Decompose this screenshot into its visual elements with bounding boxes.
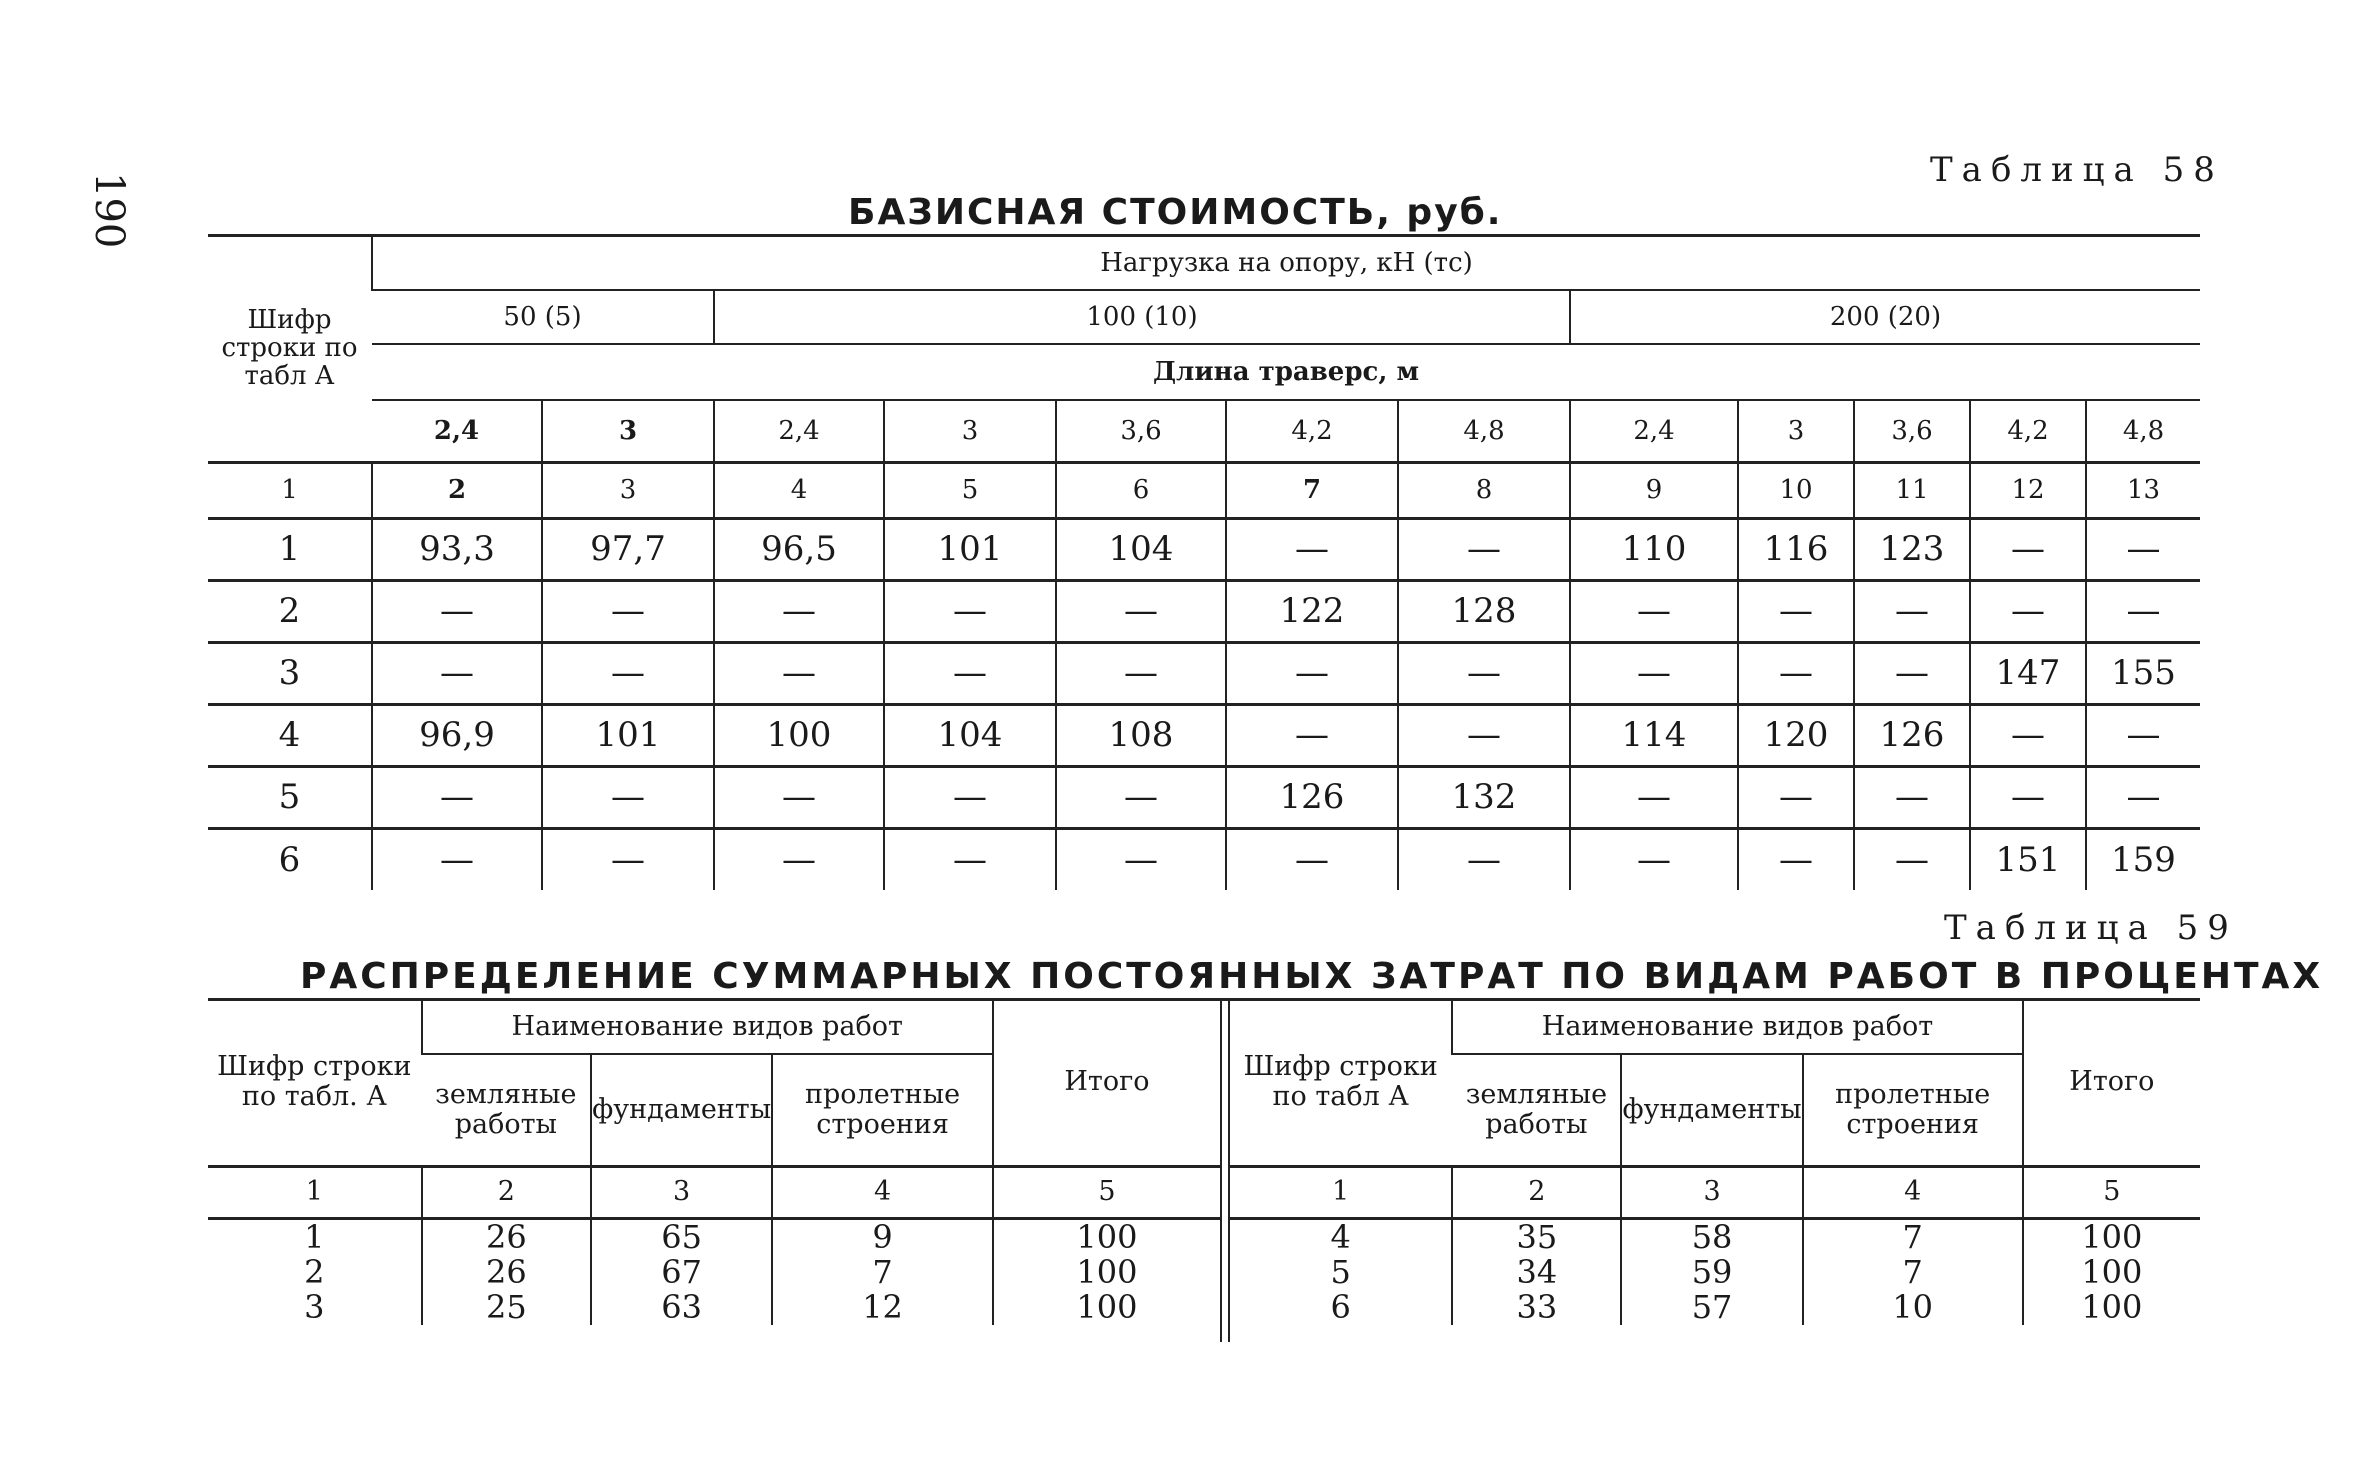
percent-cell: 25 — [422, 1290, 591, 1325]
row-code-cell: 3 — [208, 642, 372, 704]
cost-cell: 120 — [1738, 704, 1854, 766]
cost-cell: — — [1226, 642, 1398, 704]
col-number: 5 — [884, 462, 1056, 518]
table-row — [208, 642, 2200, 704]
load-group-100: 100 (10) — [714, 290, 1570, 344]
cost-cell: 108 — [1056, 704, 1226, 766]
col-number: 4 — [772, 1166, 993, 1218]
percent-cell: 63 — [591, 1290, 772, 1325]
load-group-50: 50 (5) — [372, 290, 714, 344]
row-code-cell: 6 — [278, 839, 301, 880]
row-code-header: Шифр строки по табл А — [1230, 1000, 1452, 1166]
col-number: 4 — [1803, 1166, 2023, 1218]
table-row — [208, 580, 2200, 642]
col-number: 1 — [208, 1166, 422, 1218]
cost-cell: 123 — [1854, 518, 1970, 580]
length-value: 3 — [884, 400, 1056, 462]
cost-cell: — — [1570, 642, 1738, 704]
table-row — [1230, 1218, 2200, 1255]
row-code-cell: 6 — [1330, 1287, 1351, 1326]
col-number: 4 — [714, 462, 884, 518]
cost-cell: — — [372, 580, 542, 642]
row-code-cell: 2 — [208, 580, 372, 642]
percent-cell: 100 — [2023, 1218, 2200, 1255]
row-code-header: Шифр строки по табл. А — [208, 1000, 422, 1166]
col-number: 9 — [1570, 462, 1738, 518]
load-group-200: 200 (20) — [1570, 290, 2200, 344]
table-58 — [208, 236, 2200, 890]
table-59-divider — [1220, 1000, 1230, 1342]
length-value: 3,6 — [1056, 400, 1226, 462]
cost-cell: 151 — [1970, 828, 2086, 890]
cost-cell: — — [1226, 704, 1398, 766]
table-row — [1230, 1255, 2200, 1290]
table-row — [1230, 1290, 2200, 1325]
cost-cell: — — [2086, 766, 2200, 828]
table-59-title: РАСПРЕДЕЛЕНИЕ СУММАРНЫХ ПОСТОЯННЫХ ЗАТРАТ ПО ВИДАМ РАБОТ В ПРОЦЕНТАХ — [300, 956, 2324, 997]
table-58-title: БАЗИСНАЯ СТОИМОСТЬ, руб. — [848, 192, 1503, 233]
cost-cell: — — [714, 580, 884, 642]
percent-cell: 67 — [591, 1255, 772, 1290]
row-code-cell: 4 — [1330, 1217, 1351, 1256]
cost-cell: — — [372, 642, 542, 704]
cost-cell: 104 — [884, 704, 1056, 766]
cost-cell: 132 — [1398, 766, 1570, 828]
cost-cell: 126 — [1854, 704, 1970, 766]
cost-cell: — — [714, 642, 884, 704]
percent-cell: 34 — [1452, 1255, 1621, 1290]
row-code-cell: 2 — [304, 1252, 325, 1291]
percent-cell: 58 — [1621, 1218, 1802, 1255]
percent-cell: 7 — [1803, 1255, 2023, 1290]
cost-cell: — — [1970, 518, 2086, 580]
col-number: 3 — [1621, 1166, 1802, 1218]
work-col-foundations: фундаменты — [1621, 1054, 1802, 1166]
table-row — [208, 1255, 1220, 1290]
cost-cell: 96,5 — [714, 518, 884, 580]
percent-cell: 7 — [772, 1255, 993, 1290]
cost-cell: — — [884, 766, 1056, 828]
cost-cell: — — [542, 642, 714, 704]
length-value: 2,4 — [372, 400, 542, 462]
cost-cell: — — [372, 766, 542, 828]
cost-cell: — — [542, 828, 714, 890]
percent-cell: 100 — [993, 1290, 1220, 1325]
work-col-spans: пролетные строения — [1803, 1054, 2023, 1166]
row-code-cell: 1 — [208, 518, 372, 580]
col-number: 12 — [1970, 462, 2086, 518]
cost-cell: — — [1738, 766, 1854, 828]
row-code-header: Шифр строки по табл А — [208, 236, 372, 462]
cost-cell: 116 — [1738, 518, 1854, 580]
percent-cell: 65 — [591, 1218, 772, 1255]
col-number: 2 — [422, 1166, 591, 1218]
cost-cell: 159 — [2086, 828, 2200, 890]
cost-cell: — — [1970, 580, 2086, 642]
total-header: Итого — [993, 1000, 1220, 1166]
cost-cell: — — [1056, 766, 1226, 828]
percent-cell: 33 — [1452, 1290, 1621, 1325]
col-number: 2 — [372, 462, 542, 518]
cost-cell: — — [1056, 580, 1226, 642]
table-58-label: Таблица 58 — [1930, 150, 2224, 190]
table-row — [208, 518, 2200, 580]
percent-cell: 100 — [2023, 1255, 2200, 1290]
percent-cell: 12 — [772, 1290, 993, 1325]
cost-cell: — — [1398, 642, 1570, 704]
cost-cell: — — [1056, 642, 1226, 704]
cost-cell: — — [1854, 766, 1970, 828]
cost-cell: — — [542, 580, 714, 642]
percent-cell: 26 — [422, 1255, 591, 1290]
cost-cell: 101 — [884, 518, 1056, 580]
row-code-cell: 1 — [304, 1217, 325, 1256]
row-code-cell: 4 — [208, 704, 372, 766]
length-value: 3,6 — [1854, 400, 1970, 462]
col-number: 7 — [1226, 462, 1398, 518]
cost-cell: — — [714, 828, 884, 890]
cost-cell: — — [1570, 580, 1738, 642]
cost-cell: 155 — [2086, 642, 2200, 704]
cost-cell: 122 — [1226, 580, 1398, 642]
length-value: 3 — [1738, 400, 1854, 462]
cost-cell: — — [884, 642, 1056, 704]
cost-cell: — — [372, 828, 542, 890]
percent-cell: 100 — [2023, 1290, 2200, 1325]
cost-cell: 100 — [714, 704, 884, 766]
cost-cell: — — [542, 766, 714, 828]
table-59-right — [1230, 1000, 2200, 1325]
length-value: 3 — [542, 400, 714, 462]
col-number: 5 — [2023, 1166, 2200, 1218]
col-number: 11 — [1854, 462, 1970, 518]
cost-cell: — — [1970, 766, 2086, 828]
cost-cell: — — [1570, 828, 1738, 890]
col-number: 1 — [208, 462, 372, 518]
cost-cell: 114 — [1570, 704, 1738, 766]
percent-cell: 59 — [1621, 1255, 1802, 1290]
cost-cell: — — [1970, 704, 2086, 766]
cost-cell: — — [1854, 828, 1970, 890]
length-value: 4,8 — [1398, 400, 1570, 462]
percent-cell: 100 — [993, 1255, 1220, 1290]
table-row — [208, 1218, 1220, 1255]
cost-cell: — — [2086, 580, 2200, 642]
work-col-earth: земляные работы — [1452, 1054, 1621, 1166]
percent-cell: 35 — [1452, 1218, 1621, 1255]
col-number: 5 — [993, 1166, 1220, 1218]
cost-cell: — — [1398, 704, 1570, 766]
cost-cell: — — [1738, 642, 1854, 704]
cost-cell: 96,9 — [372, 704, 542, 766]
cost-cell: — — [2086, 704, 2200, 766]
percent-cell: 26 — [422, 1218, 591, 1255]
length-value: 4,2 — [1226, 400, 1398, 462]
works-header: Наименование видов работ — [1452, 1000, 2022, 1054]
length-value: 2,4 — [1570, 400, 1738, 462]
table-row — [208, 1290, 1220, 1325]
cost-cell: — — [1738, 580, 1854, 642]
cost-cell: — — [1854, 642, 1970, 704]
table-row — [208, 766, 2200, 828]
length-header: Длина траверс, м — [372, 344, 2200, 400]
percent-cell: 100 — [993, 1218, 1220, 1255]
cost-cell: — — [1398, 828, 1570, 890]
cost-cell: — — [1056, 828, 1226, 890]
percent-cell: 9 — [772, 1218, 993, 1255]
cost-cell: 97,7 — [542, 518, 714, 580]
cost-cell: 110 — [1570, 518, 1738, 580]
cost-cell: 101 — [542, 704, 714, 766]
cost-cell: — — [1226, 518, 1398, 580]
length-value: 2,4 — [714, 400, 884, 462]
percent-cell: 7 — [1803, 1218, 2023, 1255]
cost-cell: — — [1570, 766, 1738, 828]
cost-cell: — — [1226, 828, 1398, 890]
cost-cell: 104 — [1056, 518, 1226, 580]
table-59-label: Таблица 59 — [1944, 908, 2238, 948]
percent-cell: 10 — [1803, 1290, 2023, 1325]
cost-cell: — — [884, 580, 1056, 642]
cost-cell: — — [2086, 518, 2200, 580]
col-number: 3 — [591, 1166, 772, 1218]
cost-cell: 128 — [1398, 580, 1570, 642]
row-code-cell: 5 — [1330, 1252, 1351, 1291]
col-number: 1 — [1230, 1166, 1452, 1218]
row-code-cell: 5 — [208, 766, 372, 828]
table-row — [208, 704, 2200, 766]
cost-cell: — — [1398, 518, 1570, 580]
col-number: 2 — [1452, 1166, 1621, 1218]
cost-cell: — — [714, 766, 884, 828]
cost-cell: — — [884, 828, 1056, 890]
cost-cell: 126 — [1226, 766, 1398, 828]
work-col-foundations: фундаменты — [591, 1054, 772, 1166]
col-number: 10 — [1738, 462, 1854, 518]
work-col-spans: пролетные строения — [772, 1054, 993, 1166]
cost-cell: 93,3 — [372, 518, 542, 580]
total-header: Итого — [2023, 1000, 2200, 1166]
col-number: 13 — [2086, 462, 2200, 518]
works-header: Наименование видов работ — [422, 1000, 993, 1054]
cost-cell: — — [1738, 828, 1854, 890]
load-header: Нагрузка на опору, кН (тс) — [372, 236, 2200, 290]
length-value: 4,8 — [2086, 400, 2200, 462]
table-59-left — [208, 1000, 1220, 1325]
cost-cell: 147 — [1970, 642, 2086, 704]
percent-cell: 57 — [1621, 1290, 1802, 1325]
col-number: 6 — [1056, 462, 1226, 518]
col-number: 8 — [1398, 462, 1570, 518]
work-col-earth: земляные работы — [422, 1054, 591, 1166]
page-number: 190 — [86, 172, 132, 249]
table-row — [208, 828, 2200, 890]
col-number: 3 — [542, 462, 714, 518]
length-value: 4,2 — [1970, 400, 2086, 462]
row-code-cell: 3 — [304, 1287, 325, 1326]
cost-cell: — — [1854, 580, 1970, 642]
